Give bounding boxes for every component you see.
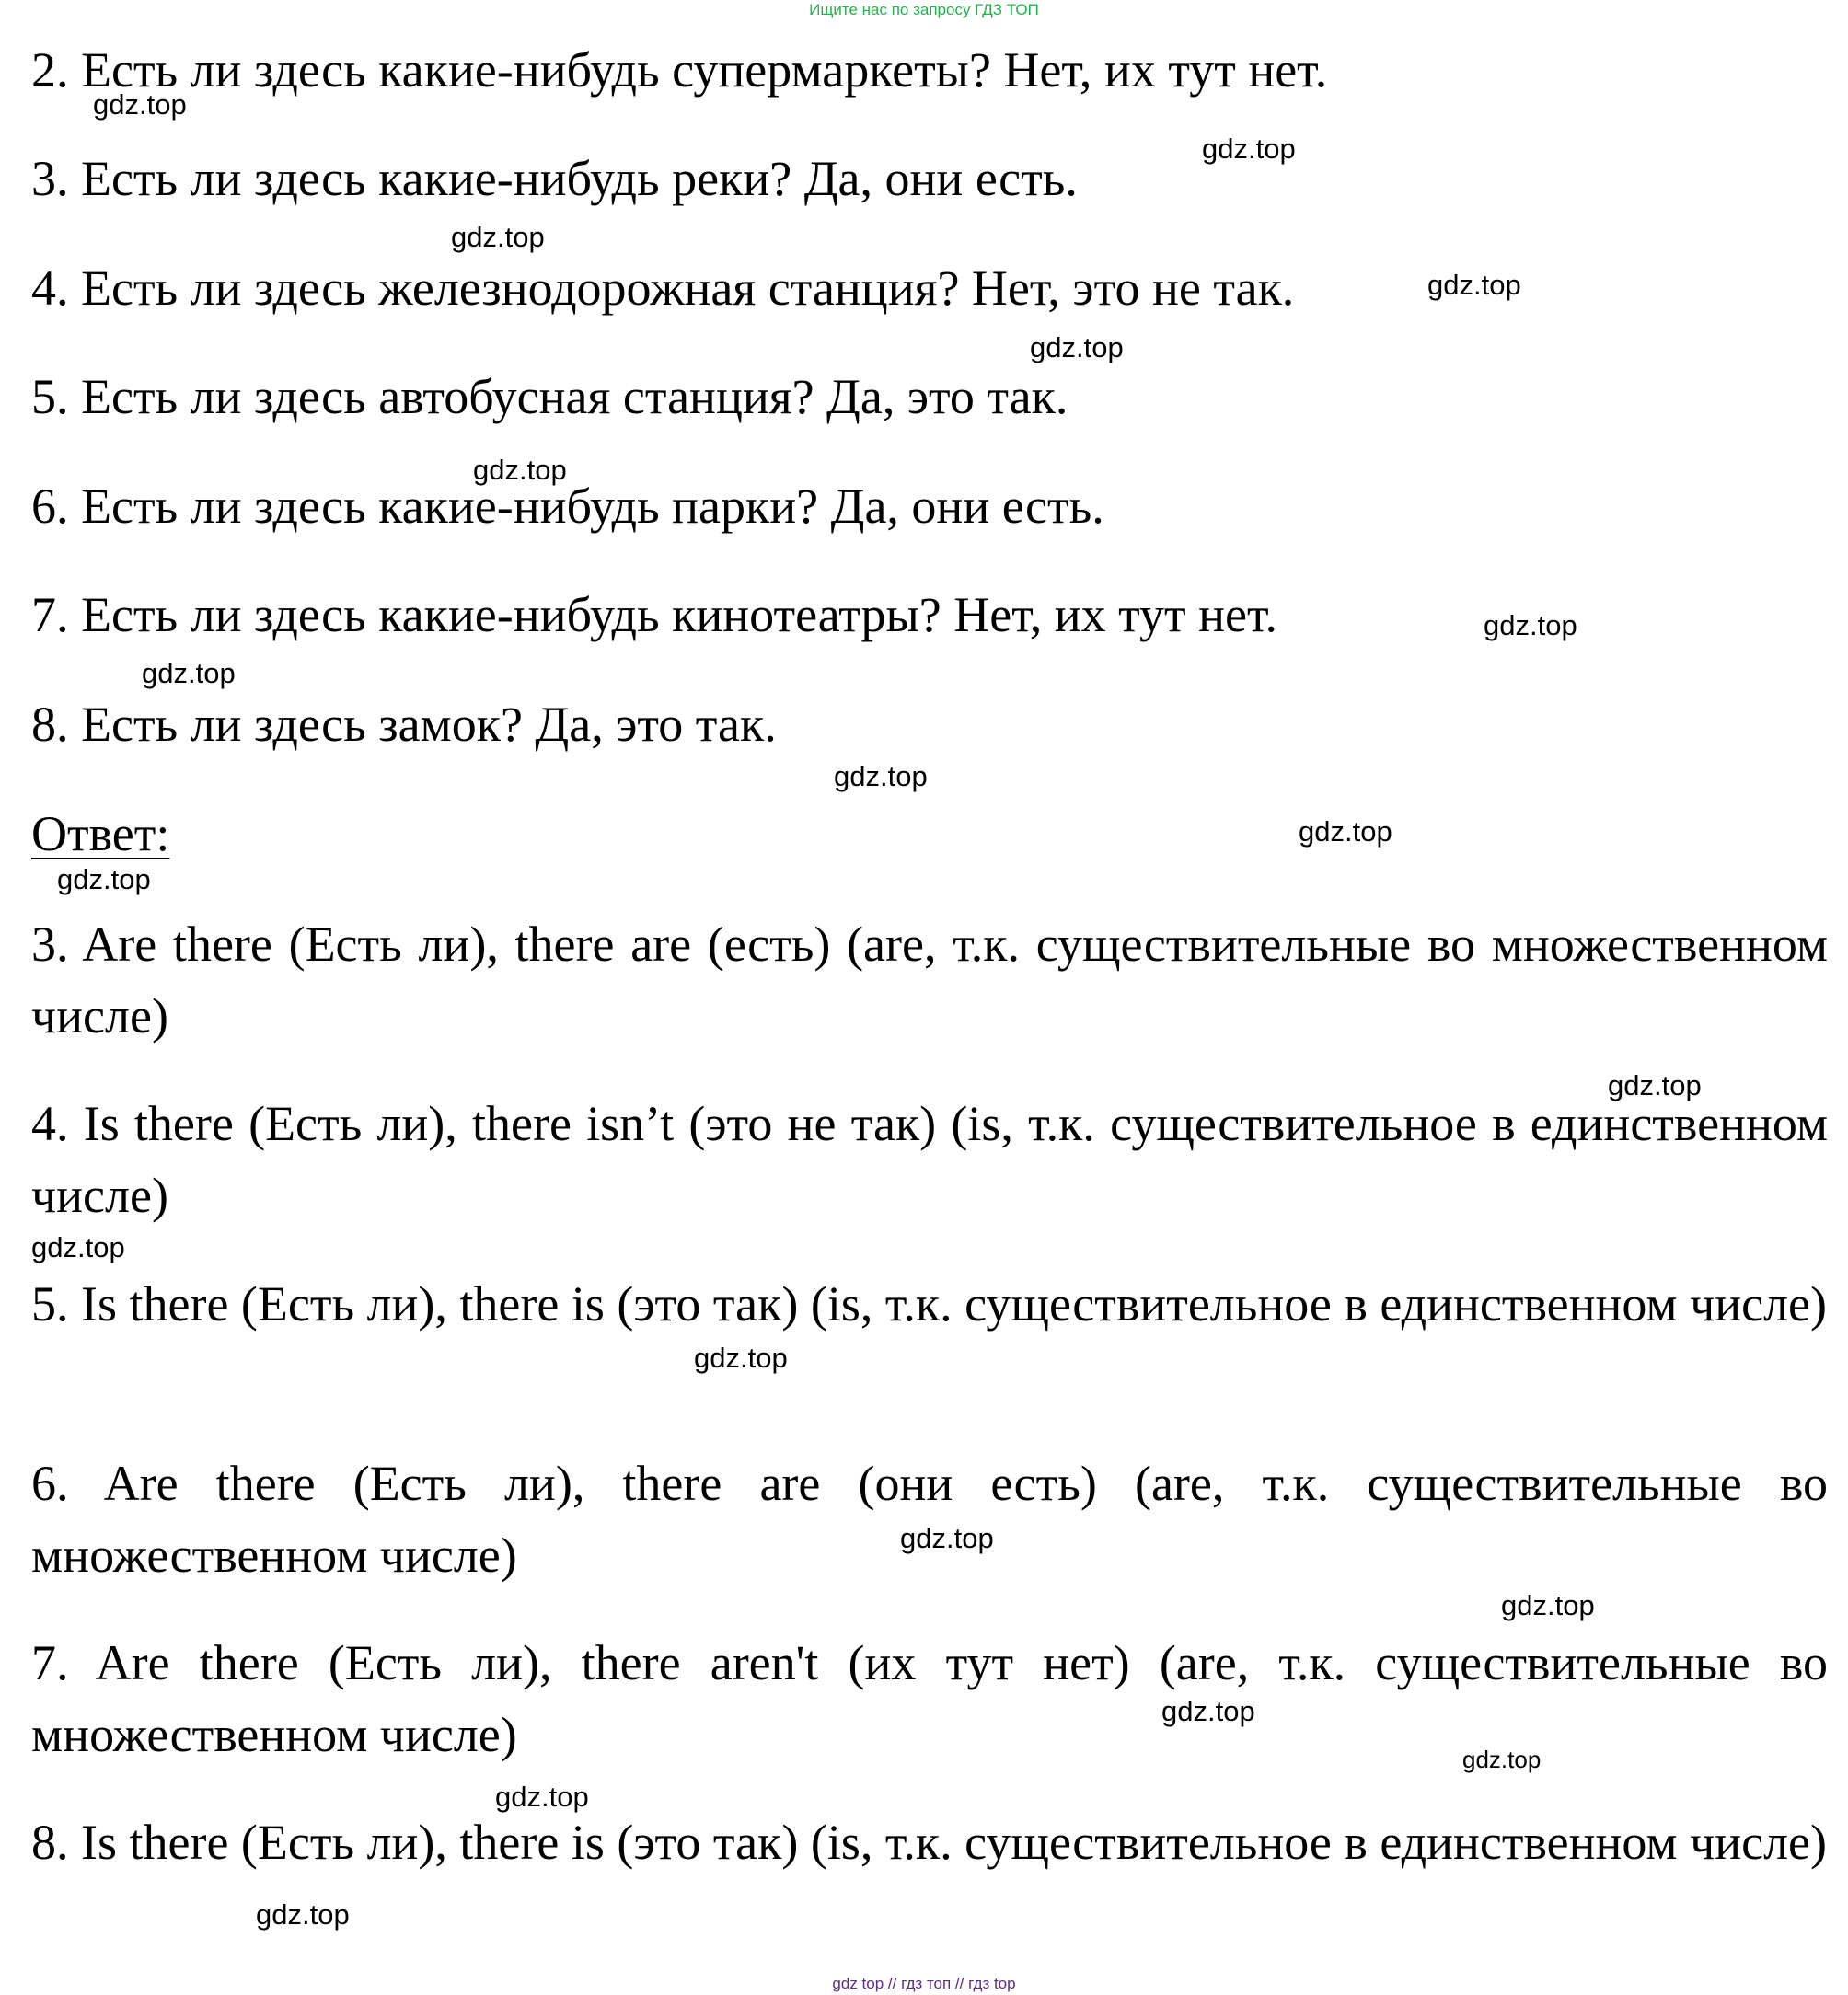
watermark: gdz.top xyxy=(1030,331,1124,363)
question-line: 5. Есть ли здесь автобусная станция? Да, это так. xyxy=(31,369,1068,424)
watermark: gdz.top xyxy=(495,1781,589,1813)
watermark: gdz.top xyxy=(93,88,187,121)
watermark: gdz.top xyxy=(1608,1069,1702,1101)
watermark: gdz.top xyxy=(31,1231,125,1263)
watermark: gdz.top xyxy=(1202,133,1296,165)
watermark: gdz.top xyxy=(834,760,928,792)
watermark: gdz.top xyxy=(1427,269,1521,301)
question-line: 4. Есть ли здесь железнодорожная станция? Нет, это не так. xyxy=(31,260,1295,316)
watermark: gdz.top xyxy=(256,1898,350,1931)
watermark: gdz.top xyxy=(142,657,236,689)
question-line: 3. Есть ли здесь какие-нибудь реки? Да, они есть. xyxy=(31,151,1078,206)
watermark: gdz.top xyxy=(900,1522,994,1554)
answer-paragraph: 3. Are there (Есть ли), there are (есть) (are, т.к. существительные во множественном числе) xyxy=(31,917,1828,1044)
watermark: gdz.top xyxy=(57,863,151,895)
answer-paragraph: 7. Are there (Есть ли), there aren't (их тут нет) (are, т.к. существительные во множественном числе) xyxy=(31,1635,1828,1762)
answer-title: Ответ: xyxy=(31,806,170,861)
watermark: gdz.top xyxy=(694,1342,788,1374)
answer-paragraph: 4. Is there (Есть ли), there isn’t (это не так) (is, т.к. существительное в единственном числе) xyxy=(31,1096,1828,1223)
top-banner: Ищите нас по запросу ГДЗ ТОП xyxy=(809,1,1039,18)
watermark: gdz.top xyxy=(1484,609,1577,641)
watermark: gdz.top xyxy=(1299,815,1392,848)
answer-paragraph: 8. Is there (Есть ли), there is (это так) (is, т.к. существительное в единственном числе) xyxy=(31,1815,1827,1870)
watermark: gdz.top xyxy=(451,221,545,253)
watermark: gdz.top xyxy=(1462,1746,1542,1773)
answer-paragraph: 6. Are there (Есть ли), there are (они есть) (are, т.к. существительные во множественном числе) xyxy=(31,1456,1828,1583)
watermark: gdz.top xyxy=(1161,1695,1255,1727)
watermark: gdz.top xyxy=(473,454,567,486)
question-line: 2. Есть ли здесь какие-нибудь супермаркеты? Нет, их тут нет. xyxy=(31,42,1328,98)
watermark: gdz.top xyxy=(1501,1589,1595,1621)
question-line: 7. Есть ли здесь какие-нибудь кинотеатры? Нет, их тут нет. xyxy=(31,587,1278,642)
answer-paragraph: 5. Is there (Есть ли), there is (это так) (is, т.к. существительное в единственном числе) xyxy=(31,1276,1827,1332)
question-line: 8. Есть ли здесь замок? Да, это так. xyxy=(31,697,777,752)
footer: gdz top // гдз топ // гдз top xyxy=(832,1975,1016,1992)
question-line: 6. Есть ли здесь какие-нибудь парки? Да, они есть. xyxy=(31,479,1104,534)
